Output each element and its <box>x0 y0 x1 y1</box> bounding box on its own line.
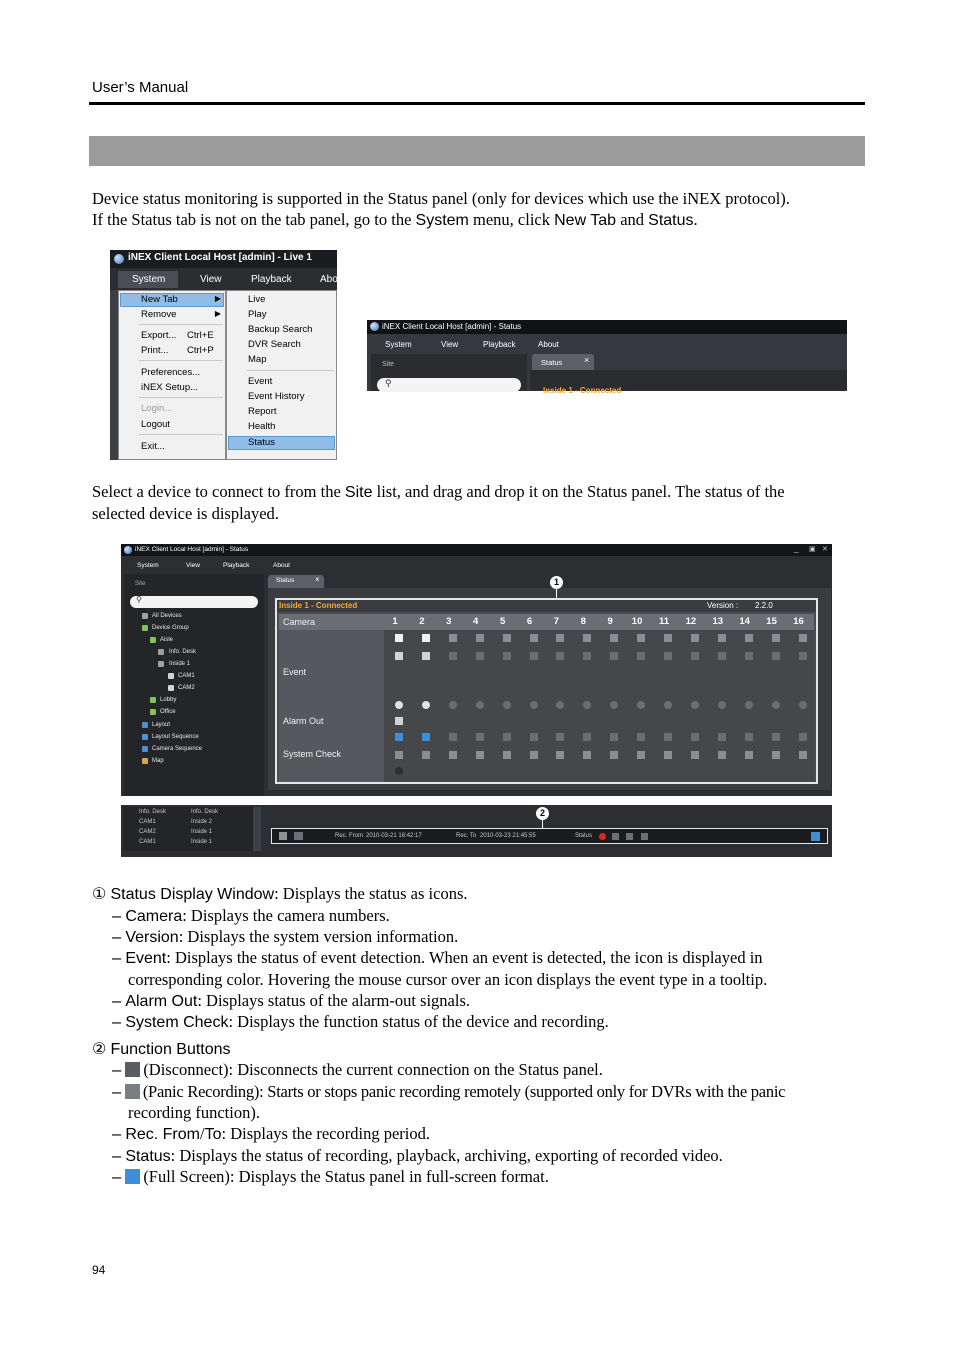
camera-number: 7 <box>553 616 560 627</box>
list-cell: Inside 1 <box>191 829 213 835</box>
system-check-icon <box>691 751 699 759</box>
sensor-event-icon <box>799 652 807 660</box>
shortcut-export: Ctrl+E <box>187 330 214 341</box>
recording-check-icon <box>745 733 753 741</box>
alarm-out-icon <box>422 717 430 725</box>
recording-check-icon <box>637 733 645 741</box>
video-loss-icon <box>503 701 511 709</box>
menu-view[interactable]: View <box>200 274 222 285</box>
sensor-event-icon <box>583 652 591 660</box>
rec-from-value: 2010-03-21 16:42:17 <box>366 833 422 839</box>
motion-event-icon <box>449 634 457 642</box>
motion-event-icon <box>503 634 511 642</box>
list-cell: Info. Desk <box>139 809 167 815</box>
video-loss-icon <box>745 701 753 709</box>
motion-event-icon <box>718 634 726 642</box>
video-loss-icon <box>530 701 538 709</box>
alarm-out-icon <box>556 717 564 725</box>
menu-item-inex-setup[interactable]: iNEX Setup... <box>141 382 199 393</box>
submenu-arrow-icon: ▶ <box>214 309 221 318</box>
shortcut-print: Ctrl+P <box>187 345 214 356</box>
recording-check-icon <box>691 733 699 741</box>
select-device-line-1: Select a device to connect to from the Site list, and drag and drop it on the Status panel. The status of the <box>92 482 785 501</box>
group-folder-icon <box>150 637 156 643</box>
menu-playback[interactable]: Playback <box>483 340 516 349</box>
alarm-out-icon <box>449 717 457 725</box>
camera-number: 10 <box>631 616 643 627</box>
version-value: 2.2.0 <box>755 601 773 610</box>
export-status-icon <box>641 833 648 840</box>
video-loss-icon <box>395 701 403 709</box>
submenu-item-status[interactable]: Status <box>248 437 275 448</box>
camera-number: 12 <box>685 616 697 627</box>
menu-playback[interactable]: Playback <box>223 562 250 569</box>
camera-number: 11 <box>658 616 670 627</box>
motion-event-icon <box>395 634 403 642</box>
item-function-buttons: ② Function Buttons <box>92 1041 231 1058</box>
motion-event-icon <box>772 634 780 642</box>
version-label: Version : <box>707 601 739 610</box>
rec-to-value: 2010-03-23 21:45:55 <box>480 833 536 839</box>
alarm-out-icon <box>395 717 403 725</box>
system-check-icon <box>799 751 807 759</box>
menu-item-preferences[interactable]: Preferences... <box>141 367 201 378</box>
layout-icon <box>142 722 148 728</box>
status-display-window <box>275 598 818 784</box>
system-term: System <box>415 212 469 229</box>
sensor-event-icon <box>503 652 511 660</box>
list-cell: CAM1 <box>139 839 156 845</box>
item-disconnect: – (Disconnect): Disconnects the current connection on the Status panel. <box>112 1060 603 1079</box>
motion-event-icon <box>745 634 753 642</box>
row-label-camera: Camera <box>283 617 316 627</box>
menu-item-remove[interactable]: Remove <box>141 309 177 320</box>
tree-item[interactable]: CAM2 <box>178 685 195 691</box>
alarm-out-icon <box>799 717 807 725</box>
alarm-out-icon <box>691 717 699 725</box>
tree-item[interactable]: Office <box>160 709 176 715</box>
motion-event-icon <box>476 634 484 642</box>
sensor-event-icon <box>395 652 403 660</box>
callout-2: 2 <box>536 807 549 820</box>
tree-item[interactable]: All Devices <box>152 613 182 619</box>
app-logo-icon <box>370 322 379 331</box>
tab-status-label: Status <box>541 358 563 367</box>
camera-number: 3 <box>446 616 452 627</box>
alarm-out-icon <box>503 717 511 725</box>
archive-status-icon <box>626 833 633 840</box>
item-panic-recording: – (Panic Recording): Starts or stops panic recording remotely (supported only for DVRs with the panic <box>112 1082 786 1101</box>
tab-close-icon[interactable]: × <box>584 355 590 365</box>
video-loss-icon <box>664 701 672 709</box>
item-event-cont: corresponding color. Hovering the mouse cursor over an icon displays the event type in a tooltip. <box>128 970 768 989</box>
video-loss-icon <box>772 701 780 709</box>
app-logo-icon <box>124 546 132 554</box>
site-label: Site <box>135 581 146 587</box>
select-device-line-2: selected device is displayed. <box>92 504 279 523</box>
recording-check-icon <box>530 733 538 741</box>
item-status: – Status: Displays the status of recording, playback, archiving, exporting of recorded video. <box>112 1146 723 1165</box>
sensor-event-icon <box>556 652 564 660</box>
sensor-event-icon <box>691 652 699 660</box>
sensor-event-icon <box>449 652 457 660</box>
recording-check-icon <box>556 733 564 741</box>
list-cell: Info. Desk <box>191 809 219 815</box>
menu-item-login[interactable]: Login... <box>141 403 173 414</box>
camera-number: 9 <box>607 616 613 627</box>
tab-close-icon[interactable]: × <box>315 575 320 584</box>
system-check-icon <box>395 751 403 759</box>
search-icon: ⚲ <box>136 595 142 604</box>
sensor-event-icon <box>772 652 780 660</box>
camera-number: 15 <box>766 616 777 627</box>
site-label: Site <box>382 361 395 368</box>
sensor-event-icon <box>718 652 726 660</box>
row-label-alarm-out: Alarm Out <box>283 716 324 726</box>
camera-number: 5 <box>499 616 506 627</box>
tree-item[interactable]: Layout Sequence <box>152 734 199 740</box>
window-title: iNEX Client Local Host [admin] - Status <box>135 546 249 553</box>
submenu-item-event-history[interactable]: Event History <box>248 391 305 402</box>
video-loss-icon <box>718 701 726 709</box>
menu-item-exit[interactable]: Exit... <box>141 441 165 452</box>
recording-check-icon <box>718 733 726 741</box>
camera-number: 8 <box>580 616 586 627</box>
site-search-input[interactable] <box>377 378 521 392</box>
row-label-system-check: System Check <box>283 749 342 759</box>
device-folder-icon <box>142 613 148 619</box>
system-check-icon <box>718 751 726 759</box>
system-check-icon <box>503 751 511 759</box>
system-check-icon <box>637 751 645 759</box>
group-folder-icon <box>150 697 156 703</box>
intro-line-2: If the Status tab is not on the tab panel, go to the System menu, click New Tab and Status. <box>92 210 698 229</box>
sensor-event-icon <box>530 652 538 660</box>
menu-playback[interactable]: Playback <box>251 274 292 285</box>
group-folder-icon <box>150 709 156 715</box>
sensor-event-icon <box>637 652 645 660</box>
video-loss-icon <box>422 701 430 709</box>
motion-event-icon <box>637 634 645 642</box>
submenu-item-health[interactable]: Health <box>248 421 276 432</box>
sensor-event-icon <box>745 652 753 660</box>
submenu-arrow-icon: ▶ <box>214 294 221 303</box>
section-title-bar <box>89 136 865 166</box>
video-loss-icon <box>476 701 484 709</box>
disconnect-icon[interactable] <box>279 832 287 840</box>
menu-about[interactable]: About <box>273 562 290 569</box>
recording-check-icon <box>799 733 807 741</box>
camera-icon <box>168 685 174 691</box>
panic-recording-icon[interactable] <box>294 832 303 840</box>
manual-header: User’s Manual <box>92 79 189 96</box>
menu-system[interactable]: System <box>137 562 159 569</box>
new-tab-submenu <box>226 290 337 460</box>
motion-event-icon <box>691 634 699 642</box>
menu-view[interactable]: View <box>186 562 200 569</box>
site-search-input[interactable] <box>130 596 258 608</box>
recording-check-icon <box>772 733 780 741</box>
intro-line-1: Device status monitoring is supported in the Status panel (only for devices which use the iNEX protocol). <box>92 189 790 208</box>
system-check-icon <box>664 751 672 759</box>
tab-status-label: Status <box>276 577 295 584</box>
system-check-icon <box>422 751 430 759</box>
menu-item-export[interactable]: Export... <box>141 330 177 341</box>
tree-item[interactable]: Info. Desk <box>169 649 197 655</box>
layout-sequence-icon <box>142 734 148 740</box>
site-term: Site <box>344 484 373 501</box>
tree-item[interactable]: Aisle <box>160 637 174 643</box>
camera-number: 1 <box>392 616 398 627</box>
recording-check-icon <box>476 733 484 741</box>
device-connection-label: Inside 1 - Connected <box>279 601 358 610</box>
system-check-icon <box>449 751 457 759</box>
submenu-item-backup-search[interactable]: Backup Search <box>248 324 313 335</box>
system-check-icon <box>745 751 753 759</box>
submenu-item-dvr-search[interactable]: DVR Search <box>248 339 301 350</box>
alarm-out-icon <box>772 717 780 725</box>
maximize-icon[interactable]: ▣ <box>809 546 816 553</box>
video-loss-icon <box>691 701 699 709</box>
item-full-screen: – (Full Screen): Displays the Status panel in full-screen format. <box>112 1167 549 1186</box>
alarm-out-icon <box>664 717 672 725</box>
alarm-out-icon <box>637 717 645 725</box>
video-loss-icon <box>799 701 807 709</box>
motion-event-icon <box>583 634 591 642</box>
item-status-display-window: ① Status Display Window: Displays the status as icons. <box>92 884 468 903</box>
rec-from-label: Rec. From <box>335 833 364 839</box>
menu-system[interactable]: System <box>385 340 412 349</box>
system-check-icon <box>556 751 564 759</box>
submenu-item-live[interactable]: Live <box>248 294 266 305</box>
tree-item[interactable]: CAM1 <box>178 673 195 679</box>
window-title: iNEX Client Local Host [admin] - Live 1 <box>110 250 337 268</box>
rec-to-label: Rec. To <box>456 833 477 839</box>
system-check-icon <box>610 751 618 759</box>
group-folder-icon <box>142 625 148 631</box>
list-cell: CAM1 <box>139 819 156 825</box>
status-tab-screenshot <box>367 320 847 395</box>
tree-item[interactable]: Map <box>152 758 164 764</box>
submenu-item-event[interactable]: Event <box>248 376 273 387</box>
sensor-event-icon <box>610 652 618 660</box>
dvr-icon <box>158 661 164 667</box>
alarm-out-icon <box>530 717 538 725</box>
list-cell: CAM2 <box>139 829 156 835</box>
tree-item[interactable]: Device Group <box>152 625 189 631</box>
alarm-out-icon <box>745 717 753 725</box>
callout-1: 1 <box>550 576 563 589</box>
menu-view[interactable]: View <box>441 340 459 349</box>
header-rule <box>89 102 865 105</box>
recording-check-icon <box>395 733 403 741</box>
menu-item-new-tab[interactable]: New Tab <box>141 294 178 305</box>
motion-event-icon <box>664 634 672 642</box>
motion-event-icon <box>422 634 430 642</box>
motion-event-icon <box>530 634 538 642</box>
disconnect-icon <box>125 1062 140 1077</box>
sensor-event-icon <box>422 652 430 660</box>
page-number: 94 <box>92 1263 106 1277</box>
disk-status-icon <box>395 767 403 775</box>
item-version: – Version: Displays the system version information. <box>112 927 459 946</box>
function-buttons-screenshot <box>121 805 832 857</box>
menu-about[interactable]: About <box>538 340 559 349</box>
connected-device-partial: Inside 1 - Connected <box>543 386 622 395</box>
tree-item[interactable]: Layout <box>152 722 171 728</box>
system-check-icon <box>476 751 484 759</box>
item-alarm-out: – Alarm Out: Displays status of the alarm-out signals. <box>112 991 470 1010</box>
camera-number: 16 <box>793 616 804 627</box>
submenu-item-play[interactable]: Play <box>248 309 267 320</box>
sensor-event-icon <box>476 652 484 660</box>
system-menu <box>118 290 226 460</box>
dvr-icon <box>158 649 164 655</box>
item-camera: – Camera: Displays the camera numbers. <box>112 906 390 925</box>
window-title: iNEX Client Local Host [admin] - Status <box>382 322 522 331</box>
row-label-event: Event <box>283 667 307 677</box>
new-tab-term: New Tab <box>554 212 617 229</box>
camera-number: 6 <box>526 616 533 627</box>
playback-status-icon <box>612 833 619 840</box>
system-check-icon <box>530 751 538 759</box>
recording-status-icon <box>599 833 606 840</box>
recording-check-icon <box>422 733 430 741</box>
recording-check-icon <box>610 733 618 741</box>
menu-screenshot <box>110 250 344 460</box>
menu-about[interactable]: Abou <box>320 274 344 285</box>
search-icon: ⚲ <box>385 378 392 388</box>
submenu-item-map[interactable]: Map <box>248 354 267 365</box>
status-label: Status <box>575 833 593 839</box>
item-rec-period: – Rec. From/To: Displays the recording period. <box>112 1124 430 1143</box>
camera-number: 14 <box>739 616 750 627</box>
recording-check-icon <box>449 733 457 741</box>
recording-check-icon <box>583 733 591 741</box>
item-panic-recording-cont: recording function). <box>128 1103 260 1122</box>
motion-event-icon <box>556 634 564 642</box>
item-system-check: – System Check: Displays the function status of the device and recording. <box>112 1012 609 1031</box>
alarm-out-icon <box>583 717 591 725</box>
tree-item[interactable]: Camera Sequence <box>152 746 203 752</box>
system-check-icon <box>583 751 591 759</box>
motion-event-icon <box>610 634 618 642</box>
close-window-icon[interactable]: ✕ <box>822 546 828 553</box>
menu-item-print[interactable]: Print... <box>141 345 169 356</box>
tree-item[interactable]: Lobby <box>160 697 177 703</box>
map-icon <box>142 758 148 764</box>
alarm-out-icon <box>476 717 484 725</box>
camera-number: 13 <box>712 616 724 627</box>
alarm-out-icon <box>718 717 726 725</box>
full-screen-icon[interactable] <box>811 832 820 841</box>
status-term: Status <box>648 212 694 229</box>
list-cell: Inside 2 <box>191 819 213 825</box>
minimize-icon[interactable]: _ <box>794 544 799 553</box>
list-cell: Inside 1 <box>191 839 213 845</box>
system-check-icon <box>772 751 780 759</box>
motion-event-icon <box>799 634 807 642</box>
recording-check-icon <box>503 733 511 741</box>
full-screen-icon <box>125 1169 140 1184</box>
list-scrollbar[interactable] <box>253 807 261 851</box>
menu-system[interactable]: System <box>132 274 166 285</box>
camera-sequence-icon <box>142 746 148 752</box>
recording-check-icon <box>664 733 672 741</box>
submenu-item-report[interactable]: Report <box>248 406 277 417</box>
app-logo-icon <box>114 254 124 264</box>
video-loss-icon <box>449 701 457 709</box>
camera-number: 4 <box>473 616 479 627</box>
camera-icon <box>168 673 174 679</box>
status-panel-screenshot <box>121 544 832 796</box>
tree-item[interactable]: Inside 1 <box>169 661 191 667</box>
camera-number: 2 <box>419 616 425 627</box>
menubar <box>110 268 344 290</box>
menu-item-logout[interactable]: Logout <box>141 419 171 430</box>
sensor-event-icon <box>664 652 672 660</box>
alarm-out-icon <box>610 717 618 725</box>
item-event: – Event: Displays the status of event detection. When an event is detected, the icon is displayed in <box>112 948 763 967</box>
panic-recording-icon <box>125 1084 140 1099</box>
